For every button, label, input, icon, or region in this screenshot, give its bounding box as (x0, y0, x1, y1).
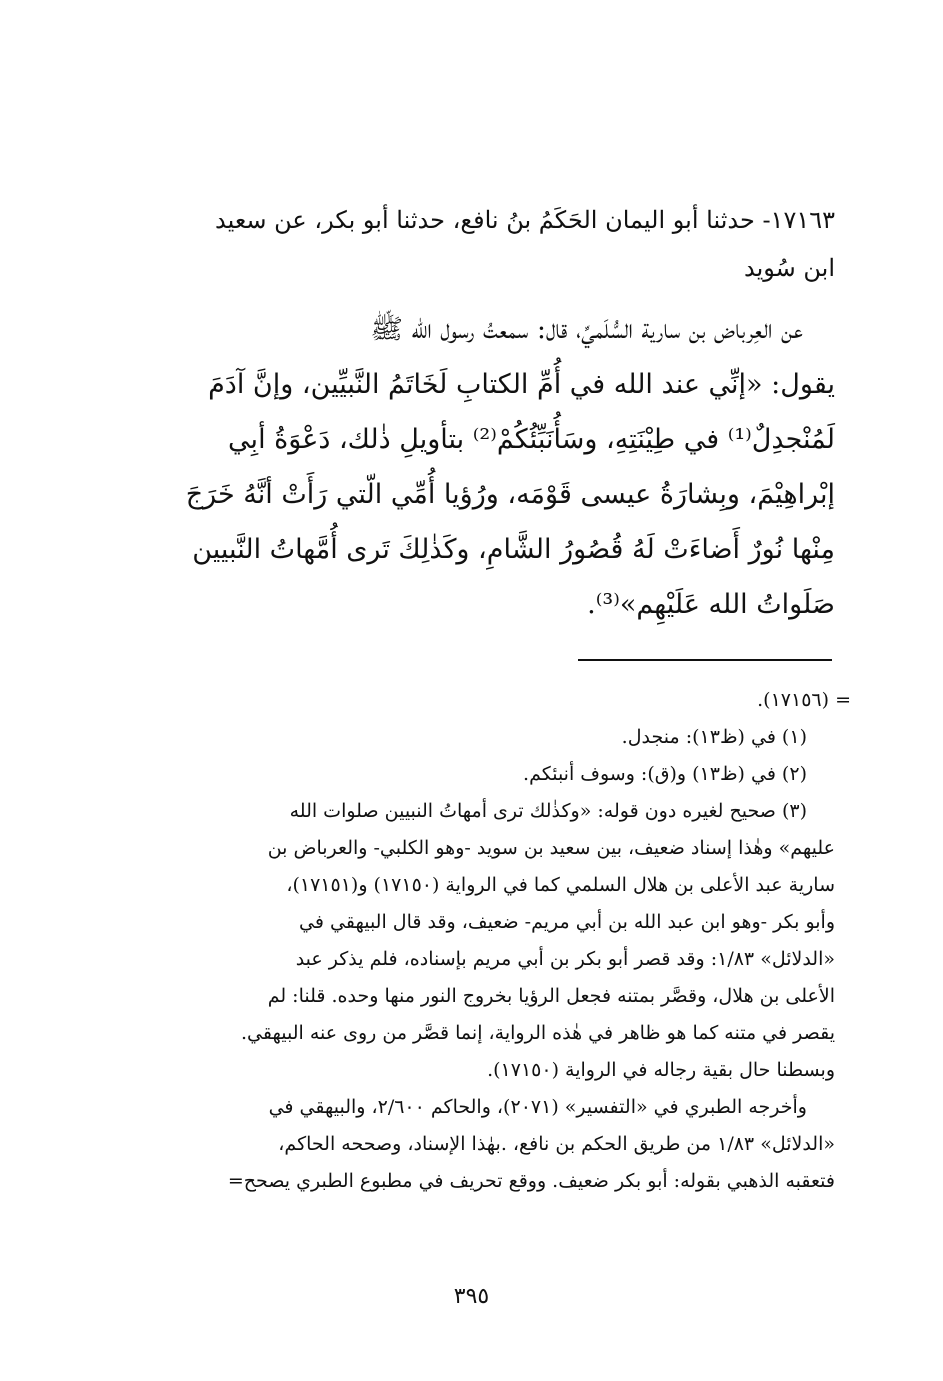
footnote-3-line: (٣) صحيح لغيره دون قوله: «وكذٰلك ترى أمهاتُ النبيين صلوات الله (289, 800, 807, 822)
hadith-text-line: لَمُنْجدِلٌ⁽¹⁾ في طِيْنَتِهِ، وسَأُنَبِّئُكُمْ⁽²⁾ بتأويلِ ذٰلك، دَعْوَةُ أبِي (228, 424, 835, 455)
hadith-heading (135, 196, 835, 292)
hadith-text-line: صَلَواتُ الله عَلَيْهِم»⁽³⁾. (587, 589, 835, 620)
hadith-text (135, 302, 835, 632)
footnote-3-line: يقصر في متنه كما هو ظاهر في هٰذه الرواية، إنما قصَّر من روى عنه البيهقي. (241, 1022, 835, 1044)
footnote-3-line: وبسطنا حال بقية رجاله في الرواية (١٧١٥٠). (487, 1059, 835, 1081)
hadith-text-line: إبْراهِيْمَ، وبِشارَةُ عيسى قَوْمَه، ورُؤيا أُمِّي الّتي رَأَتْ أنَّهُ خَرَجَ (185, 479, 835, 510)
hadith-text-line: عن العِرباض بن سارية السُّلَميِّ، قال: سمعتُ رسول الله ﷺ (370, 314, 803, 345)
footnote-separator (578, 659, 832, 661)
footnote-3-line: سارية عبد الأعلى بن هلال السلمي كما في الرواية (١٧١٥٠) و(١٧١٥١)، (286, 874, 835, 896)
hadith-heading-line: ١٧١٦٣- حدثنا أبو اليمان الحَكَمُ بنُ نافع، حدثنا أبو بكر، عن سعيد (214, 206, 835, 234)
footnote-3-line: عليهم» وهٰذا إسناد ضعيف، بين سعيد بن سويد -وهو الكلبي- والعرباض بن (267, 837, 835, 859)
footnotes (115, 682, 851, 1200)
hadith-text-line: مِنْها نُورٌ أَضاءَتْ لَهُ قُصُورُ الشَّامِ، وكَذٰلِكَ تَرى أُمَّهاتُ النَّبيين (192, 534, 835, 565)
footnote-3-line: «الدلائل» ١/٨٣: وقد قصر أبو بكر بن أبي مريم بإسناده، فلم يذكر عبد (295, 948, 835, 970)
footnote-3-line: «الدلائل» ١/٨٣ من طريق الحكم بن نافع، .بهٰذا الإسناد، وصححه الحاكم، (278, 1133, 835, 1155)
page-number: ٣٩٥ (453, 1284, 490, 1309)
hadith-heading-line: ابن سُويد (743, 254, 835, 282)
footnote-3-line: فتعقبه الذهبي بقوله: أبو بكر ضعيف. ووقع تحريف في مطبوع الطبري يصحح= (227, 1170, 835, 1192)
footnote-1: (١) في (ظ١٣): منجدل. (621, 726, 807, 748)
hadith-text-line: يقول: «إنِّي عند الله في أُمِّ الكتابِ لَخَاتَمُ النَّبيِّين، وإنَّ آدَمَ (208, 369, 835, 400)
footnote-3-line: وأخرجه الطبري في «التفسير» (٢٠٧١)، والحاكم ٢/٦٠٠، والبيهقي في (268, 1096, 807, 1118)
footnote-3-line: وأبو بكر -وهو ابن عبد الله بن أبي مريم- ضعيف، وقد قال البيهقي في (299, 911, 835, 933)
footnote-continuation: = (١٧١٥٦). (757, 689, 851, 711)
footnote-3-line: الأعلى بن هلال، وقصَّر بمتنه فجعل الرؤيا بخروج النور منها وحده. قلنا: لم (267, 985, 835, 1007)
footnote-2: (٢) في (ظ١٣) و(ق): وسوف أنبئكم. (523, 763, 807, 785)
